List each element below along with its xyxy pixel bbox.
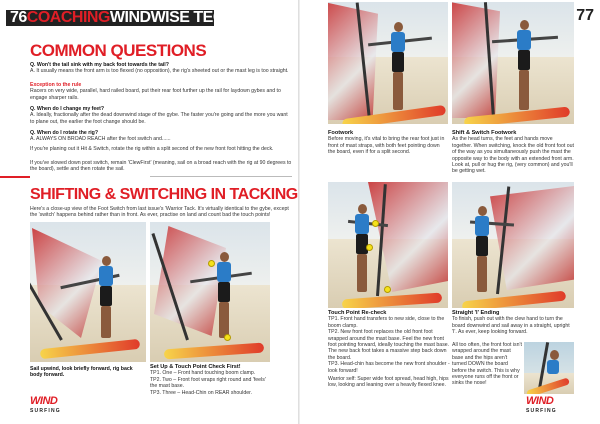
question-3-q: Q. When do I change my feet? <box>30 106 105 112</box>
question-2 <box>30 82 292 101</box>
question-2-a: Racers on very wide, parallel, hard railed board, put their rear foot further up the rail for laydown gybes and to engage sharper rails. <box>30 88 281 101</box>
photo-inset-nose-sink <box>524 342 574 394</box>
windsurfing-logo: WIND SURFING <box>30 395 61 414</box>
question-4-a: A. ALWAYS ON BROAD REACH after the foot switch and...... <box>30 136 171 143</box>
question-3 <box>30 106 292 125</box>
page-number-right: 77 <box>576 7 594 24</box>
shifting-intro: Here's a close-up view of the Foot Switch from last issue's 'Warrior Tack. It's virtually identical to the gybe, except the 'switch' happens behind rather than in front. As ever, practise on land and count bad the touch points! <box>30 206 289 219</box>
question-5-a: If you're planing out it Hit & Switch, rotate the rig within a split second of the new front foot hitting the deck. <box>30 146 274 152</box>
header-coaching: COACHING <box>26 9 110 26</box>
question-5 <box>30 146 292 152</box>
header-technique: WINDWISE TECHNIQUE <box>109 9 284 26</box>
caption-setup-touch-point: Set Up & Touch Point Check First! TP1. One – Front hand touching boom clamp. TP2. Two – Front foot wraps right round and 'feels' the mast base. TP3. Three – Head-Chin on REAR shoulder. <box>150 364 266 396</box>
caption-straight-ending: Straight 'I' Ending To finish, push out with the clew hand to turn the board downwind and sail away in a straight, upright 'I'. As ever, keep looking forward. <box>452 310 570 336</box>
caption-sail-upwind: Sail upwind, look briefly forward, rig back body forward. <box>30 366 133 379</box>
caption-shift-switch: Shift & Switch Footwork As the head turns, the feet and hands move together. When switching, knock the old front foot out of the way as you simultaneously push the mast the opposite way to the body with an extended front arm. Look at, pull or hug the rig, (very common) and you'll be getting wet. <box>452 130 574 175</box>
caption-footwork: Footwork Before moving, it's vital to bring the rear foot just in front of mast straps, with both feet pointing down the board, even if for a split second. <box>328 130 445 156</box>
question-4 <box>30 130 292 143</box>
question-6-a: If you've slowed down post switch, remain 'ClewFirst' (meaning, sail on a broad reach with the rig at 90 degrees to the board), settle and then rotate the sail. <box>30 160 292 173</box>
question-1 <box>30 62 292 75</box>
photo-shift-switch <box>452 2 574 124</box>
section-rule <box>150 176 292 177</box>
question-2-q: Exception to the rule <box>30 82 82 88</box>
caption-touch-point-recheck: Touch Point Re-check TP1. Front hand transfers to new side, close to the boom clamp. TP2. New front foot replaces the old front foot wrapped around the mast base. Feel the new front foot pointing forward, ideally touching the mast base. The new back foot takes a massive step back down the board. TP3. Head-chin has become the new front shoulder - look forward! Warrior self: Super wide foot spread, head high, hips low, looking and leaning over a heavily flexed knee. <box>328 310 450 389</box>
shifting-title: SHIFTING & SWITCHING IN TACKING <box>30 186 298 203</box>
photo-sail-upwind <box>30 222 146 362</box>
question-3-a: A. Ideally, fractionally after the dead downwind stage of the gybe. The faster you're going and the more you want to plane out, the earlier the foot change should be. <box>30 112 288 125</box>
warrior-note: Warrior self: Super wide foot spread, head high, hips low, looking and leaning over a heavily flexed knee. <box>328 376 449 389</box>
right-page <box>300 0 600 424</box>
question-4-q: Q. When do I rotate the rig? <box>30 130 99 136</box>
page-header <box>0 6 300 28</box>
photo-footwork <box>328 2 448 124</box>
common-questions-title: COMMON QUESTIONS <box>30 41 207 60</box>
windsurfing-logo-right: WIND SURFING <box>526 395 557 414</box>
page-number-left: 76 <box>10 9 27 26</box>
photo-straight-ending <box>452 182 574 308</box>
question-6 <box>30 160 292 173</box>
caption-after-note: All too often, the front foot isn't wrapped around the mast base and the hips aren't turned DOWN the board before the switch. This is why everyone runs off the front or sinks the nose! <box>452 342 522 387</box>
photo-touch-point-recheck <box>328 182 448 308</box>
header-title <box>10 9 283 27</box>
photo-setup-touch-point <box>150 222 270 362</box>
question-1-q: Q. Won't the tail sink with my back foot towards the tail? <box>30 62 169 68</box>
question-1-a: A. It usually means the front arm is too flexed (no opposition), the rig's sheeted out or the mast leg is too straight. <box>30 68 289 75</box>
section-divider <box>0 176 30 178</box>
